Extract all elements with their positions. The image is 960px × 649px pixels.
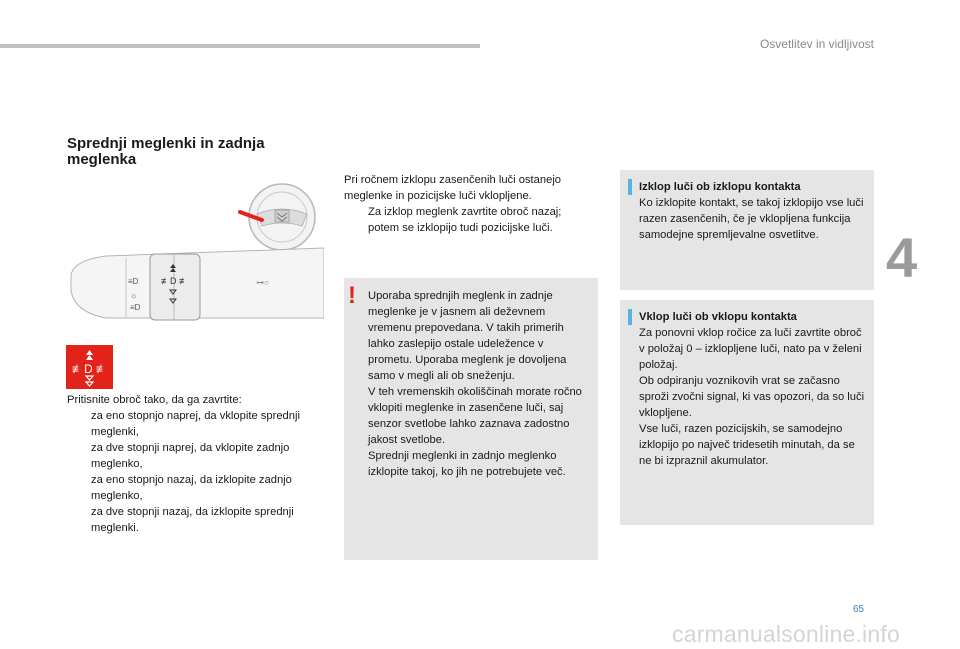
list-item: Za izklop meglenk zavrtite obroč nazaj; potem se izklopijo tudi pozicijske luči. xyxy=(368,206,562,234)
list-item: za dve stopnji nazaj, da izklopite sprednji meglenki. xyxy=(91,506,294,534)
svg-text:☼: ☼ xyxy=(130,291,138,300)
fog-lights-icon xyxy=(66,345,113,389)
info-paragraph: Ob odpiranju voznikovih vrat se začasno sproži zvočni signal, ki vas opozori, da so luči vklopljene. xyxy=(639,375,865,419)
info-title: Izklop luči ob izklopu kontakta xyxy=(639,181,801,193)
svg-text:⊶○: ⊶○ xyxy=(256,278,269,287)
steering-wheel-icon xyxy=(240,184,315,250)
info-title: Vklop luči ob vklopu kontakta xyxy=(639,311,797,323)
watermark-text: carmanualsonline.info xyxy=(672,621,900,647)
info-paragraph: Ko izklopite kontakt, se takoj izklopijo vse luči razen zasenčenih, če je vklopljena funkcija samodejne spremljevalne osvetlitve. xyxy=(639,197,864,241)
bullet-list xyxy=(67,408,327,536)
intro-paragraph: Pri ročnem izklopu zasenčenih luči ostanejo meglenke in pozicijske luči vklopljene. xyxy=(344,174,562,202)
svg-text:≢D ≢: ≢D ≢ xyxy=(72,362,108,376)
bullet-list xyxy=(344,204,584,236)
svg-text:≢D ≢: ≢D ≢ xyxy=(161,276,188,286)
page-number: 65 xyxy=(853,604,865,615)
info-paragraph: Za ponovni vklop ročice za luči zavrtite obroč v položaj 0 – izklopljene luči, nato pa v želeni položaj. xyxy=(639,327,862,371)
warning-paragraph: V teh vremenskih okoliščinah morate ročno vklopiti meglenke in zasenčene luči, saj senzor svetlobe lahko zaznava zadostno jakost svetlobe. xyxy=(368,386,582,446)
warning-box xyxy=(344,278,598,560)
warning-icon: ! xyxy=(348,282,356,309)
warning-paragraph: Sprednji meglenki in zadnjo meglenko izklopite takoj, ko jih ne potrebujete več. xyxy=(368,450,566,478)
list-item: za eno stopnjo naprej, da vklopite sprednji meglenki, xyxy=(91,410,300,438)
list-item: za eno stopnjo nazaj, da izklopite zadnjo meglenko, xyxy=(91,474,292,502)
header-rule xyxy=(0,44,480,48)
list-item: za dve stopnji naprej, da vklopite zadnjo meglenko, xyxy=(91,442,290,470)
info-paragraph: Vse luči, razen pozicijskih, se samodejno izklopijo po največ tridesetih minutah, da se ne bi izpraznil akumulator. xyxy=(639,423,855,467)
column-2-text xyxy=(344,172,584,236)
light-stalk-icon xyxy=(71,248,324,320)
svg-text:≡D: ≡D xyxy=(130,303,141,312)
info-icon xyxy=(628,179,632,195)
section-title: Sprednji meglenki in zadnja meglenka xyxy=(67,135,265,168)
chapter-number: 4 xyxy=(886,226,918,289)
info-box-ignition-on xyxy=(620,300,874,525)
page-header-title: Osvetlitev in vidljivost xyxy=(759,37,874,51)
info-icon xyxy=(628,309,632,325)
info-box-ignition-off xyxy=(620,170,874,290)
light-stalk-illustration xyxy=(66,180,324,330)
svg-text:≡D: ≡D xyxy=(128,277,139,286)
intro-paragraph: Pritisnite obroč tako, da ga zavrtite: xyxy=(67,394,242,406)
column-1-text xyxy=(67,392,327,536)
warning-paragraph: Uporaba sprednjih meglenk in zadnje meglenke je v jasnem ali deževnem vremenu prepovedana. V takih primerih lahko zaslepijo ostale udeležence v prometu. Uporaba meglenk je dovoljena samo v megli ali ob sneženju. xyxy=(368,290,567,382)
